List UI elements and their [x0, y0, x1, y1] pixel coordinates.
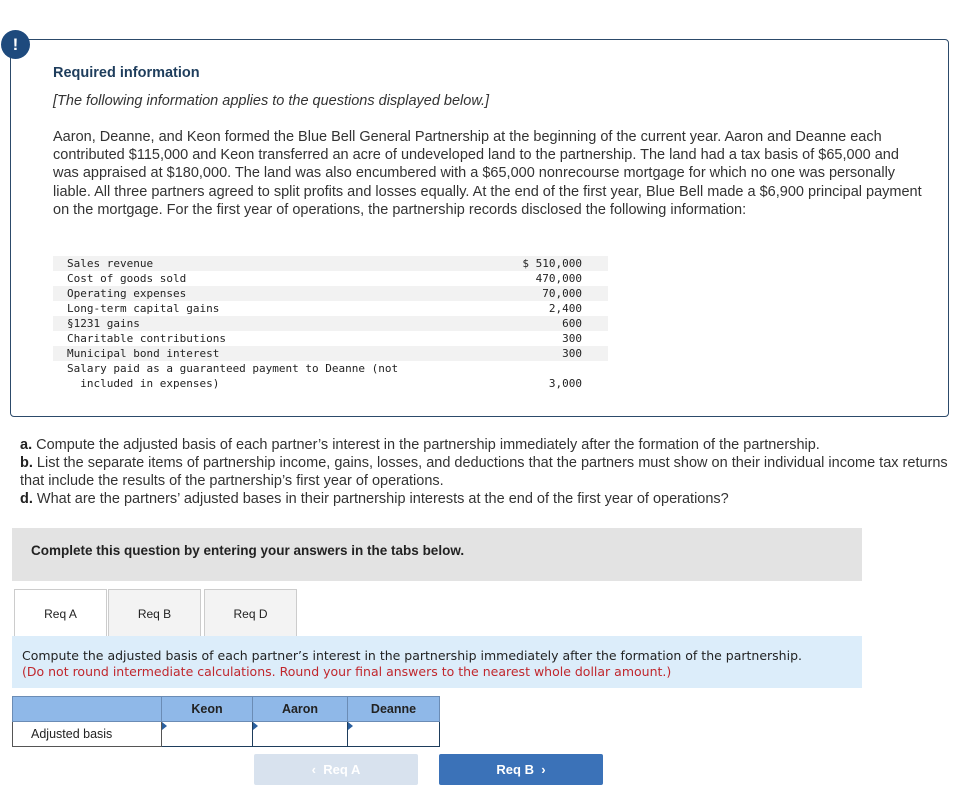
prev-button[interactable]: ‹ Req A: [254, 754, 418, 785]
row-label: Salary paid as a guaranteed payment to Deanne (not included in expenses): [67, 362, 399, 390]
row-value: 3,000: [548, 377, 582, 390]
tab-req-d[interactable]: Req D: [204, 589, 297, 636]
row-label: Long-term capital gains: [67, 302, 220, 315]
tab-req-b[interactable]: Req B: [108, 589, 201, 636]
alert-icon: !: [1, 30, 30, 59]
answer-table: [12, 696, 440, 747]
row-value: 70,000: [542, 287, 582, 300]
row-label: §1231 gains: [67, 317, 140, 330]
col-keon: Keon: [162, 697, 253, 722]
tab-req-a[interactable]: Req A: [14, 589, 107, 638]
col-deanne: Deanne: [348, 697, 440, 722]
question-a: a. Compute the adjusted basis of each partner’s interest in the partnership immediately after the formation of the partnership.: [20, 437, 820, 453]
question-b: b. List the separate items of partnership income, gains, losses, and deductions that the partners must show on their individual income tax returns that include the results of the partnership’s first year of operations.: [20, 455, 948, 489]
row-value: 300: [562, 347, 582, 360]
financial-row: [53, 316, 608, 331]
financial-row: [53, 286, 608, 301]
deanne-basis-input[interactable]: [348, 722, 439, 746]
row-value: 2,400: [548, 302, 582, 315]
question-d: d. What are the partners’ adjusted bases in their partnership interests at the end of the first year of operations?: [20, 491, 729, 507]
financial-table: [53, 256, 608, 391]
row-label: Adjusted basis: [13, 722, 162, 747]
chevron-left-icon: ‹: [311, 762, 317, 777]
financial-row: [53, 361, 608, 391]
instruction-text: Compute the adjusted basis of each partner’s interest in the partnership immediately after the formation of the partnership.: [22, 648, 802, 663]
col-aaron: Aaron: [253, 697, 348, 722]
financial-row: [53, 271, 608, 286]
required-information-box: [10, 39, 949, 417]
financial-row: [53, 256, 608, 271]
info-heading: Required information: [53, 65, 200, 81]
financial-row: [53, 301, 608, 316]
row-label: Charitable contributions: [67, 332, 226, 345]
row-value: $ 510,000: [522, 257, 582, 270]
financial-row: [53, 331, 608, 346]
info-note: [The following information applies to the questions displayed below.]: [53, 93, 490, 109]
info-paragraph: Aaron, Deanne, and Keon formed the Blue Bell General Partnership at the beginning of the current year. Aaron and Deanne each contributed $115,000 and Keon transferred an acre of undeveloped land to the partnership. The land had a tax basis of $65,000 and was appraised at $180,000. The land was also encumbered with a $65,000 nonrecourse mortgage for which no one was personally liable. All three partners agreed to split profits and losses equally. At the end of the first year, Blue Bell made a $6,900 principal payment on the mortgage. For the first year of operations, the partnership records disclosed the following information:: [53, 129, 922, 218]
chevron-right-icon: ›: [541, 762, 546, 777]
row-label: Operating expenses: [67, 287, 187, 300]
row-value: 300: [562, 332, 582, 345]
row-label: Cost of goods sold: [67, 272, 187, 285]
row-value: 470,000: [535, 272, 582, 285]
instruction-banner: Complete this question by entering your answers in the tabs below.: [12, 528, 862, 581]
tab-instructions: [12, 636, 862, 688]
row-label: Sales revenue: [67, 257, 154, 270]
financial-row: [53, 346, 608, 361]
row-label: Municipal bond interest: [67, 347, 220, 360]
keon-basis-input[interactable]: [162, 722, 252, 746]
aaron-basis-input[interactable]: [253, 722, 347, 746]
row-value: 600: [562, 317, 582, 330]
instruction-note: (Do not round intermediate calculations. Round your final answers to the nearest whole dollar amount.): [22, 664, 672, 679]
next-button[interactable]: Req B ›: [439, 754, 603, 785]
